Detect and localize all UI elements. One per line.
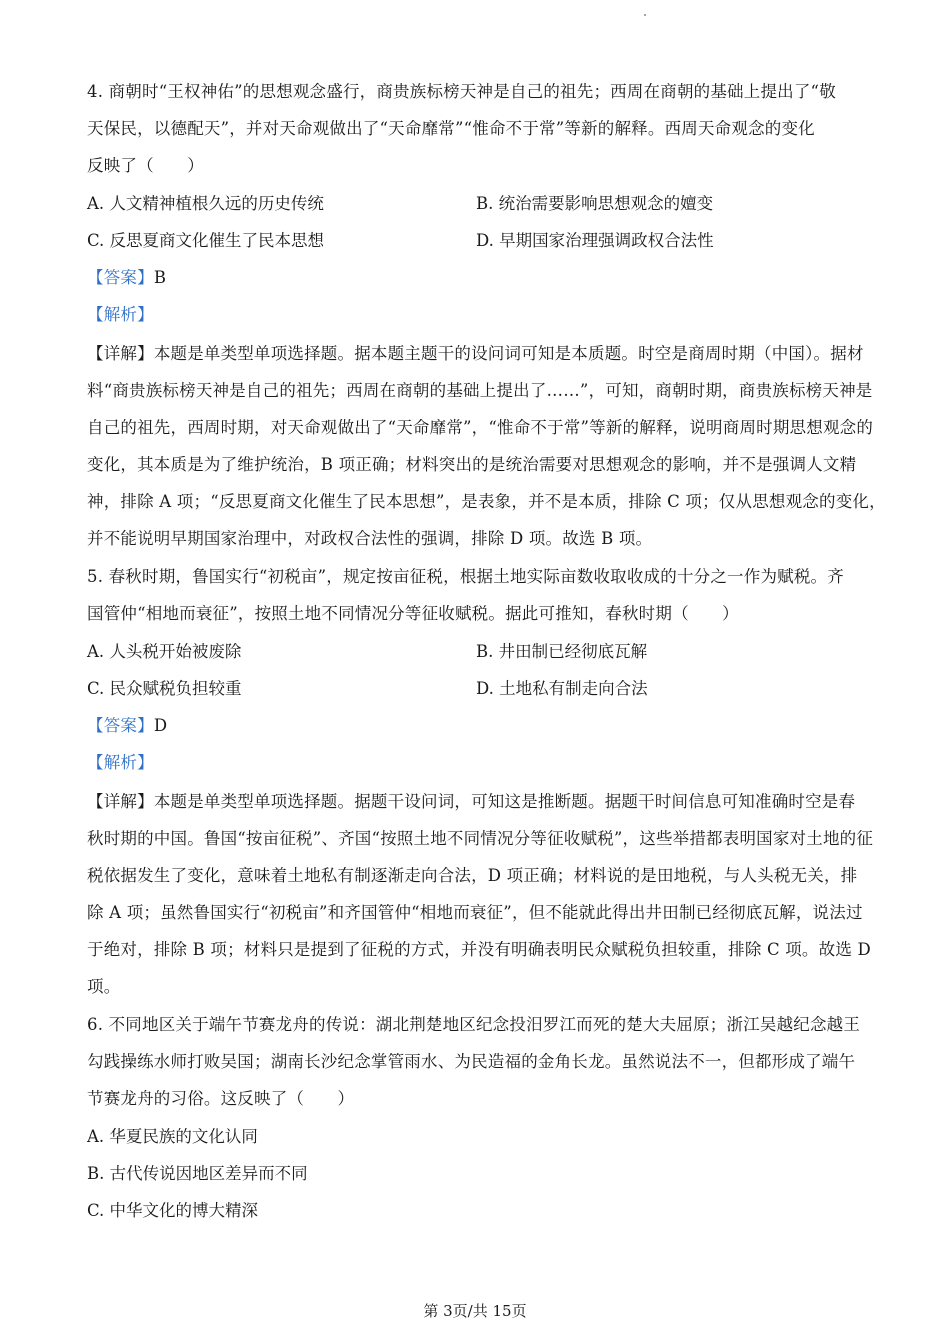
q4-detail-line-2: 料“商贵族标榜天神是自己的祖先；西周在商朝的基础上提出了……”，可知，商朝时期，商贵族标榜天神是 [87,381,873,400]
q4-option-c: C. 反思夏商文化催生了民本思想 [87,231,325,250]
q5-detail-line-5: 于绝对，排除 B 项；材料只是提到了征税的方式，并没有明确表明民众赋税负担较重，排除 C 项。故选 D [87,940,871,959]
q4-stem-line-2: 天保民，以德配天”，并对天命观做出了“天命靡常”“惟命不于常”等新的解释。西周天命观念的变化 [87,119,815,138]
q5-option-a: A. 人头税开始被废除 [87,642,242,661]
q4-analysis-heading [87,303,867,327]
q4-option-b: B. 统治需要影响思想观念的嬗变 [476,194,714,213]
q5-option-b: B. 井田制已经彻底瓦解 [476,642,648,661]
q4-detail-line-1 [87,342,867,366]
q6-option-b: B. 古代传说因地区差异而不同 [87,1164,308,1183]
answer-tag: 【答案】 [87,716,154,735]
detail-tag: 【详解】 [87,344,154,363]
q6-option-c: C. 中华文化的博大精深 [87,1201,259,1220]
scan-dot [644,14,646,16]
q5-detail-line-1 [87,790,867,814]
detail-text: 本题是单类型单项选择题。据本题主题干的设问词可知是本质题。时空是商周时期（中国）。据材 [153,344,864,363]
q6-stem-line-2: 勾践操练水师打败吴国；湖南长沙纪念掌管雨水、为民造福的金角长龙。虽然说法不一，但都形成了端午 [87,1052,856,1071]
detail-tag: 【详解】 [87,792,154,811]
q4-stem-line-3: 反映了（ ） [87,156,204,175]
q6-stem-line-3: 节赛龙舟的习俗。这反映了（ ） [87,1089,355,1108]
q4-answer [87,266,867,290]
detail-text: 本题是单类型单项选择题。据题干设问词，可知这是推断题。据题干时间信息可知准确时空是春 [153,792,856,811]
q4-option-a: A. 人文精神植根久远的历史传统 [87,194,324,213]
q5-analysis-heading [87,751,867,775]
q6-stem-line-1: 6. 不同地区关于端午节赛龙舟的传说：湖北荆楚地区纪念投汨罗江而死的楚大夫屈原；浙江吴越纪念越王 [87,1015,861,1034]
page-footer: 第 3页/共 15页 [423,1302,527,1320]
q5-detail-line-6: 项。 [87,977,121,996]
answer-tag: 【答案】 [87,268,154,287]
q4-detail-line-5: 神，排除 A 项；“反思夏商文化催生了民本思想”，是表象，并不是本质，排除 C 项；仅从思想观念的变化， [87,492,886,511]
q5-detail-line-3: 税依据发生了变化，意味着土地私有制逐渐走向合法，D 项正确；材料说的是田地税，与人头税无关，排 [87,866,858,885]
q5-option-d: D. 土地私有制走向合法 [476,679,648,698]
q5-stem-line-2: 国管仲“相地而衰征”，按照土地不同情况分等征收赋税。据此可推知，春秋时期（ ） [87,604,739,623]
q4-detail-line-6: 并不能说明早期国家治理中，对政权合法性的强调，排除 D 项。故选 B 项。 [87,529,653,548]
q4-stem-line-1: 4. 商朝时“王权神佑”的思想观念盛行，商贵族标榜天神是自己的祖先；西周在商朝的基础上提出了“敬 [87,82,836,101]
q5-stem-line-1: 5. 春秋时期，鲁国实行“初税亩”，规定按亩征税，根据土地实际亩数收取收成的十分之一作为赋税。齐 [87,567,844,586]
q5-detail-line-2: 秋时期的中国。鲁国“按亩征税”、齐国“按照土地不同情况分等征收赋税”，这些举措都表明国家对土地的征 [87,829,874,848]
q5-option-c: C. 民众赋税负担较重 [87,679,242,698]
q5-detail-line-4: 除 A 项；虽然鲁国实行“初税亩”和齐国管仲“相地而衰征”，但不能就此得出井田制已经彻底瓦解，说法过 [87,903,863,922]
answer-value: B [153,268,167,287]
q4-detail-line-3: 自己的祖先，西周时期，对天命观做出了“天命靡常”，“惟命不于常”等新的解释，说明商周时期思想观念的 [87,418,874,437]
q4-detail-line-4: 变化，其本质是为了维护统治，B 项正确；材料突出的是统治需要对思想观念的影响，并不是强调人文精 [87,455,857,474]
q6-option-a: A. 华夏民族的文化认同 [87,1127,258,1146]
answer-value: D [153,716,168,735]
q4-option-d: D. 早期国家治理强调政权合法性 [476,231,714,250]
analysis-tag: 【解析】 [87,753,154,772]
analysis-tag: 【解析】 [87,305,154,324]
q5-answer [87,714,867,738]
